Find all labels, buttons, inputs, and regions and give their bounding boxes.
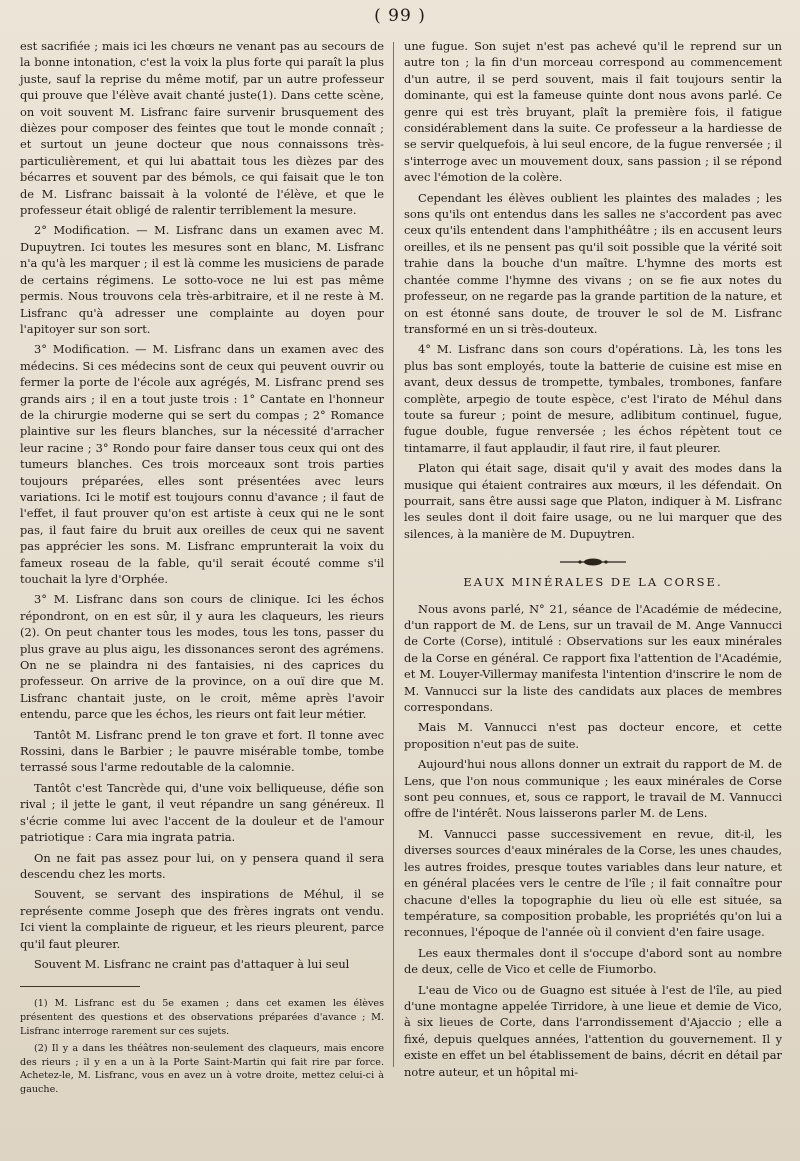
paragraph: L'eau de Vico ou de Guagno est située à l'est de l'île, au pied d'une montagne appelée Tirridore, à une lieue et demie de Vico, à six lieues de Corte, dans l'arrondissement d'Ajaccio ; elle a fixé, depuis quelques années, l'attention du gouvernement. Il y existe en effet un bel établissement de bains, décrit en détail par notre auteur, et un hôpital mi- xyxy=(404,982,782,1079)
paragraph: Souvent M. Lisfranc ne craint pas d'attaquer à lui seul xyxy=(34,956,350,971)
paragraph: On ne fait pas assez pour lui, on y pensera quand il sera descendu chez les morts. xyxy=(20,850,384,881)
paragraph: Tantôt c'est Tancrède qui, d'une voix belliqueuse, défie son rival ; il jette le gant, il veut répandre un sang généreux. Il s'écrie comme lui avec l'accent de la douleur et de l'amour patriotique : Cara mia ingrata patria. xyxy=(20,780,384,845)
article-title: EAUX MINÉRALES DE LA CORSE. xyxy=(463,575,723,590)
paragraph: 3° Modification. — M. Lisfranc dans un examen avec des médecins. Si ces médecins sont de ceux qui peuvent ouvrir ou fermer la porte de l'école aux agrégés, M. Lisfranc prend ses grands airs ; il en a tout juste trois : 1° Cantate en l'honneur de la chirurgie moderne qui se sert du compas ; 2° Romance plaintive sur les fleurs blanches, sur la nécessité d'arracher leur racine ; 3° Rondo pour faire danser tous ceux qui ont des tumeurs blanches. Ces trois morceaux sont trois parties toujours préparées, elles sont présentées avec leurs variations. Ici le motif est toujours connu d'avance ; il faut de l'effet, il faut prouver qu'on est artiste à ceux qui ne le sont pas, il faut faire du bruit aux oreilles de ceux qui ne savent pas apprécier les sons. M. Lisfranc emprunterait la voix du fameux roseau de la fable, qu'il serait écouté comme s'il touchait la lyre d'Orphée. xyxy=(20,342,384,586)
paragraph: Les eaux thermales dont il s'occupe d'abord sont au nombre de deux, celle de Vico et celle de Fiumorbo. xyxy=(404,945,782,977)
paragraph: 2° Modification. — M. Lisfranc dans un examen avec M. Dupuytren. Ici toutes les mesures sont en blanc, M. Lisfranc n'a qu'à les marquer ; il est là comme les musiciens de parade de certains régimens. Le sotto-voce ne lui est pas même permis. Nous trouvons cela très-arbitraire, et il ne reste à M. Lisfranc qu'à adresser une complainte au doyen pour l'apitoyer sur son sort. xyxy=(20,223,384,336)
paragraph: Nous avons parlé, N° 21, séance de l'Académie de médecine, d'un rapport de M. de Lens, sur un travail de M. Ange Vannucci de Corte (Corse), intitulé : Observations sur les eaux minérales de la Corse en général. Ce rapport fixa l'attention de l'Académie, et M. Louyer-Villermay manifesta l'intention d'inscrire le nom de M. Vannucci sur la liste des candidats aux places de membres correspondans. xyxy=(404,601,782,715)
paragraph: Cependant les élèves oublient les plaintes des malades ; les sons qu'ils ont entendus dans les salles ne s'accordent pas avec ceux qu'ils entendent dans l'amphithéâtre ; ils en accusent leurs oreilles, et ils ne pensent pas qu'il soit possible que la vérité soit trahie dans la bouche d'un maître. L'hymne des morts est chantée comme l'hymne des vivans ; on se fie aux notes du professeur, on ne regarde pas la grande partition de la nature, et on est étonné sans doute, de trouver le sol de M. Lisfranc transformé en un si très-douteux. xyxy=(404,190,782,336)
paragraph: Platon qui était sage, disait qu'il y avait des modes dans la musique qui étaient contraires aux mœurs, il les défendait. On pourrait, sans être aussi sage que Platon, indiquer à M. Lisfranc les seules dont il doit faire usage, ou ne lui marquer que des silences, à la manière de M. Dupuytren. xyxy=(404,461,782,541)
paragraph: Aujourd'hui nous allons donner un extrait du rapport de M. de Lens, que l'on nous communique ; les eaux minérales de Corse sont peu connues, et, sous ce rapport, le travail de M. Vannucci offre de l'intérêt. Nous laisserons parler M. de Lens. xyxy=(404,757,782,821)
paragraph: Mais M. Vannucci n'est pas docteur encore, et cette proposition n'eut pas de suite. xyxy=(404,720,782,751)
footnote: (2) Il y a dans les théâtres non-seulement des claqueurs, mais encore des rieurs ; il y en a un à la Porte Saint-Martin qui fait rire par force. Achetez-le, M. Lisfranc, vous en avez un à votre droite, mettez celui-ci à gauche. xyxy=(20,1043,384,1095)
paragraph: Tantôt M. Lisfranc prend le ton grave et fort. Il tonne avec Rossini, dans le Barbier ; le pauvre misérable tombe, tombe terrassé sous l'arme redoutable de la calomnie. xyxy=(20,727,384,775)
paragraph: 4° M. Lisfranc dans son cours d'opérations. Là, les tons les plus bas sont employés, toute la batterie de cuisine est mise en avant, deux dessus de trompette, tymbales, trombones, fanfare complète, arpegio de toute espèce, c'est l'irato de Méhul dans toute sa fureur ; point de mesure, adlibitum continuel, fugue, fugue double, fugue renversée ; les échos répètent tout ce tintamarre, il faut applaudir, il faut rire, il faut pleurer. xyxy=(404,342,782,455)
paragraph: 3° M. Lisfranc dans son cours de clinique. Ici les échos répondront, on en est sûr, il y aura les claqueurs, les rieurs (2). On peut chanter tous les modes, tous les tons, passer du plus grave au plus aigu, les dissonances seront des agrémens. On ne se plaindra ni des fantaisies, ni des caprices du professeur. On arrive de la province, on a ouï dire que M. Lisfranc chantait juste, on le croit, même après l'avoir entendu, parce que les échos, les rieurs ont fait leur métier. xyxy=(20,592,384,722)
column-divider xyxy=(393,42,394,1067)
footnote-rule xyxy=(20,986,140,987)
paragraph: est sacrifiée ; mais ici les chœurs ne venant pas au secours de la bonne intonation, c'est la voix la plus forte qui paraît la plus juste, sauf la reprise du même motif, par un autre professeur qui prouve que l'élève avait chanté juste(1). Dans cette scène, on voit souvent M. Lisfranc faire survenir brusquement des dièzes pour composer des feintes que tout le monde connaît ; et surtout un jeune docteur que nous connaissons très-particulièrement, et qui lui abattait tous les dièzes par des bécarres et souvent par des bémols, ce qui faisait que le ton de M. Lisfranc baissait à la volonté de l'élève, et que le professeur était obligé de ralentir terriblement la mesure. xyxy=(20,39,384,218)
page-number: ( 99 ) xyxy=(374,6,426,26)
footnote: (1) M. Lisfranc est du 5e examen ; dans cet examen les élèves présentent des questions et des observations préparées d'avance ; M. Lisfranc interroge rarement sur ces sujets. xyxy=(20,998,384,1037)
paragraph: Souvent, se servant des inspirations de Méhul, il se représente comme Joseph que des frères ingrats ont vendu. Ici vient la complainte de rigueur, et les rieurs pleurent, parce qu'il faut pleurer. xyxy=(20,887,384,951)
left-column xyxy=(20,38,384,1101)
right-column xyxy=(404,38,782,1084)
paragraph: une fugue. Son sujet n'est pas achevé qu'il le reprend sur un autre ton ; la fin d'un morceau correspond au commencement d'un autre, il se perd souvent, mais il fait toujours sentir la dominante, qui est la fameuse quinte dont nous avons parlé. Ce genre qui est très bruyant, plaît la première fois, il fatigue considérablement dans la suite. Ce professeur a la hardiesse de se servir quelquefois, à lui seul encore, de la fugue renversée ; il s'interroge avec un mouvement doux, sans passion ; il se répond avec l'émotion de la colère. xyxy=(404,39,782,185)
ornament-divider xyxy=(558,556,628,568)
paragraph: M. Vannucci passe successivement en revue, dit-il, les diverses sources d'eaux minérales de la Corse, les unes chaudes, les autres froides, presque toutes variables dans leur nature, et en général placées vers le centre de l'île ; il fait connaître pour chacune d'elles la topographie du lieu où elle est située, sa température, sa composition probable, les propriétés qu'on lui a reconnues, l'époque de l'année où il convient d'en faire usage. xyxy=(404,826,782,940)
